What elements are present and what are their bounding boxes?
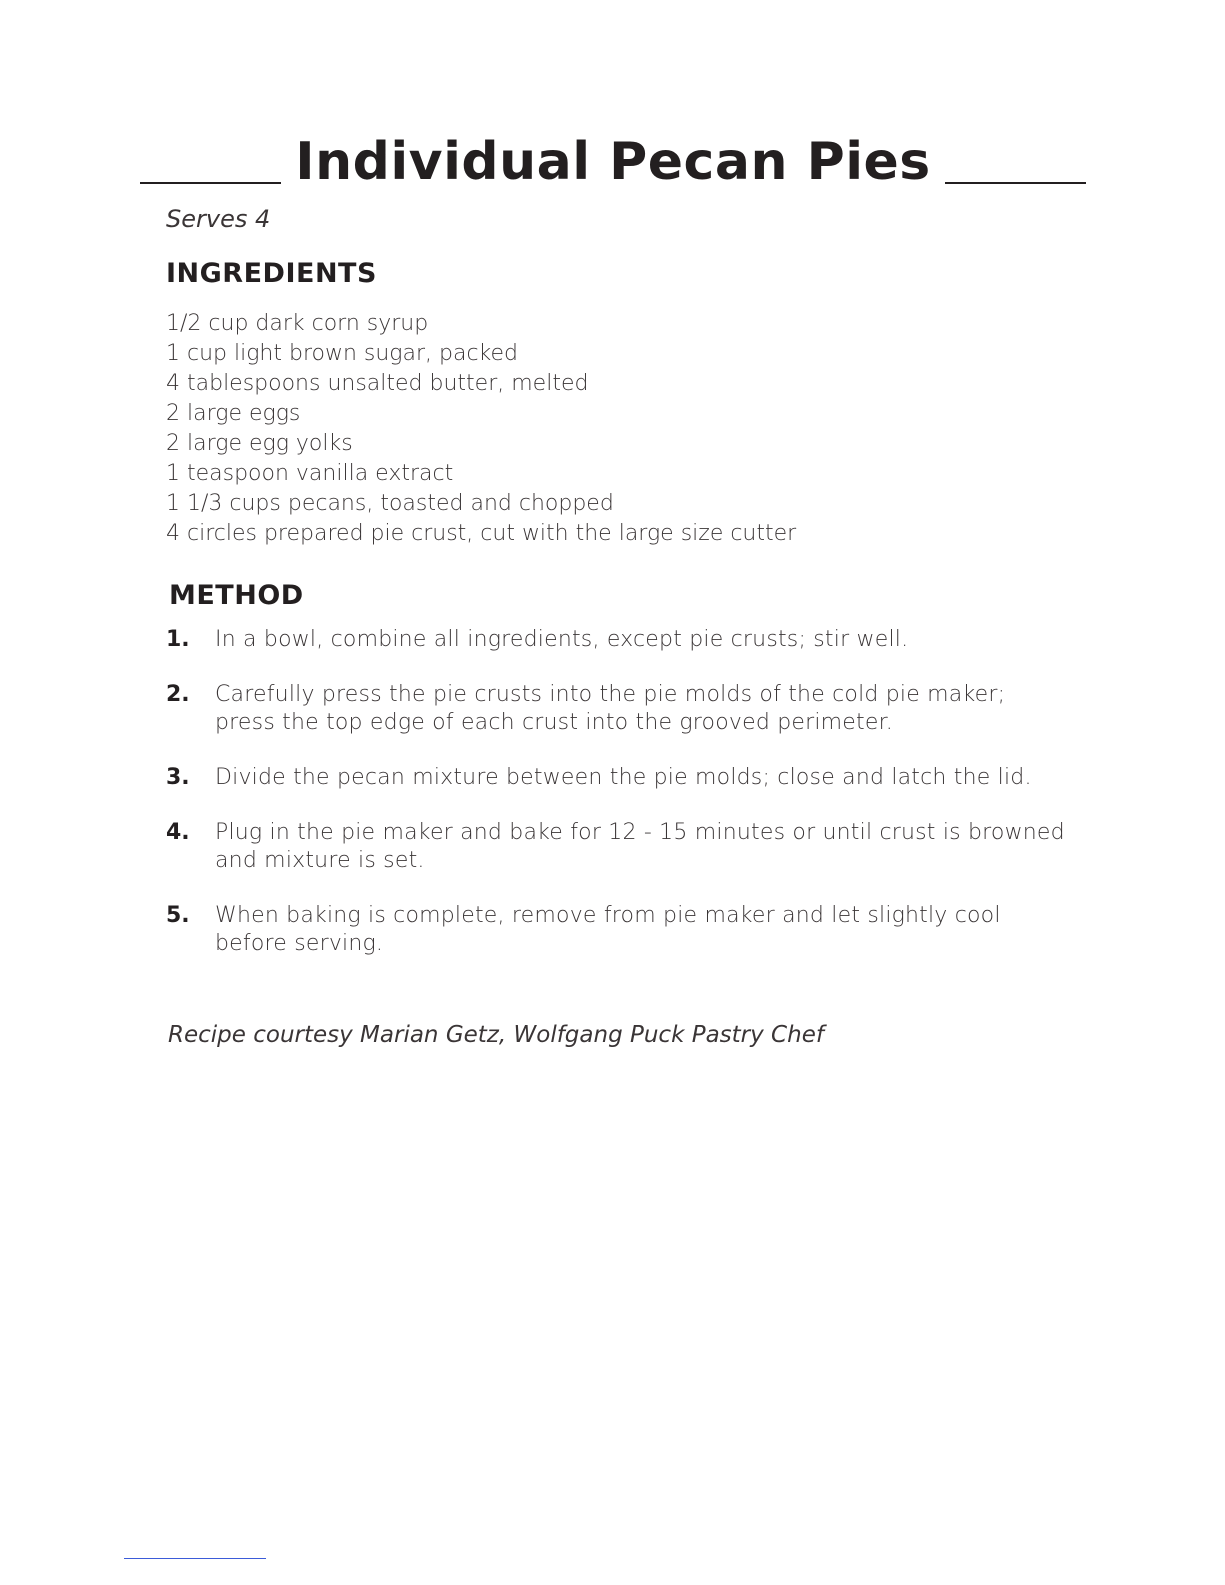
method-step bbox=[166, 681, 1066, 737]
step-number: 2. bbox=[166, 682, 190, 707]
step-number: 4. bbox=[166, 820, 190, 845]
step-number: 3. bbox=[166, 765, 190, 790]
footer-link-underline bbox=[124, 1558, 266, 1559]
ingredient-item: 4 tablespoons unsalted butter, melted bbox=[166, 371, 589, 396]
ingredient-item: 1 teaspoon vanilla extract bbox=[166, 461, 454, 486]
method-step bbox=[166, 819, 1066, 875]
title-rule bbox=[140, 122, 1086, 192]
serves-text: Serves 4 bbox=[166, 205, 271, 233]
method-step bbox=[166, 764, 1066, 792]
step-number: 1. bbox=[166, 627, 190, 652]
method-list bbox=[166, 626, 1066, 985]
step-number: 5. bbox=[166, 903, 190, 928]
step-text: When baking is complete, remove from pie maker and let slightly cool before serving. bbox=[215, 903, 1001, 956]
ingredient-item: 4 circles prepared pie crust, cut with the large size cutter bbox=[166, 521, 797, 546]
page-title: Individual Pecan Pies bbox=[281, 126, 944, 198]
step-text: Divide the pecan mixture between the pie molds; close and latch the lid. bbox=[215, 765, 1032, 790]
method-step bbox=[166, 626, 1066, 654]
step-text: In a bowl, combine all ingredients, except pie crusts; stir well. bbox=[215, 627, 909, 652]
ingredient-item: 1/2 cup dark corn syrup bbox=[166, 311, 429, 336]
ingredients-list bbox=[166, 309, 796, 549]
step-text: Plug in the pie maker and bake for 12 - 15 minutes or until crust is browned and mixture is set. bbox=[215, 820, 1065, 873]
ingredient-item: 2 large egg yolks bbox=[166, 431, 353, 456]
ingredients-heading: INGREDIENTS bbox=[166, 258, 377, 289]
ingredient-item: 2 large eggs bbox=[166, 401, 301, 426]
ingredient-item: 1 cup light brown sugar, packed bbox=[166, 341, 519, 366]
step-text: Carefully press the pie crusts into the pie molds of the cold pie maker; press the top edge of each crust into the grooved perimeter. bbox=[215, 682, 1006, 735]
recipe-credit: Recipe courtesy Marian Getz, Wolfgang Puck Pastry Chef bbox=[168, 1022, 824, 1048]
method-heading: METHOD bbox=[169, 580, 304, 611]
method-step bbox=[166, 902, 1066, 958]
ingredient-item: 1 1/3 cups pecans, toasted and chopped bbox=[166, 491, 614, 516]
